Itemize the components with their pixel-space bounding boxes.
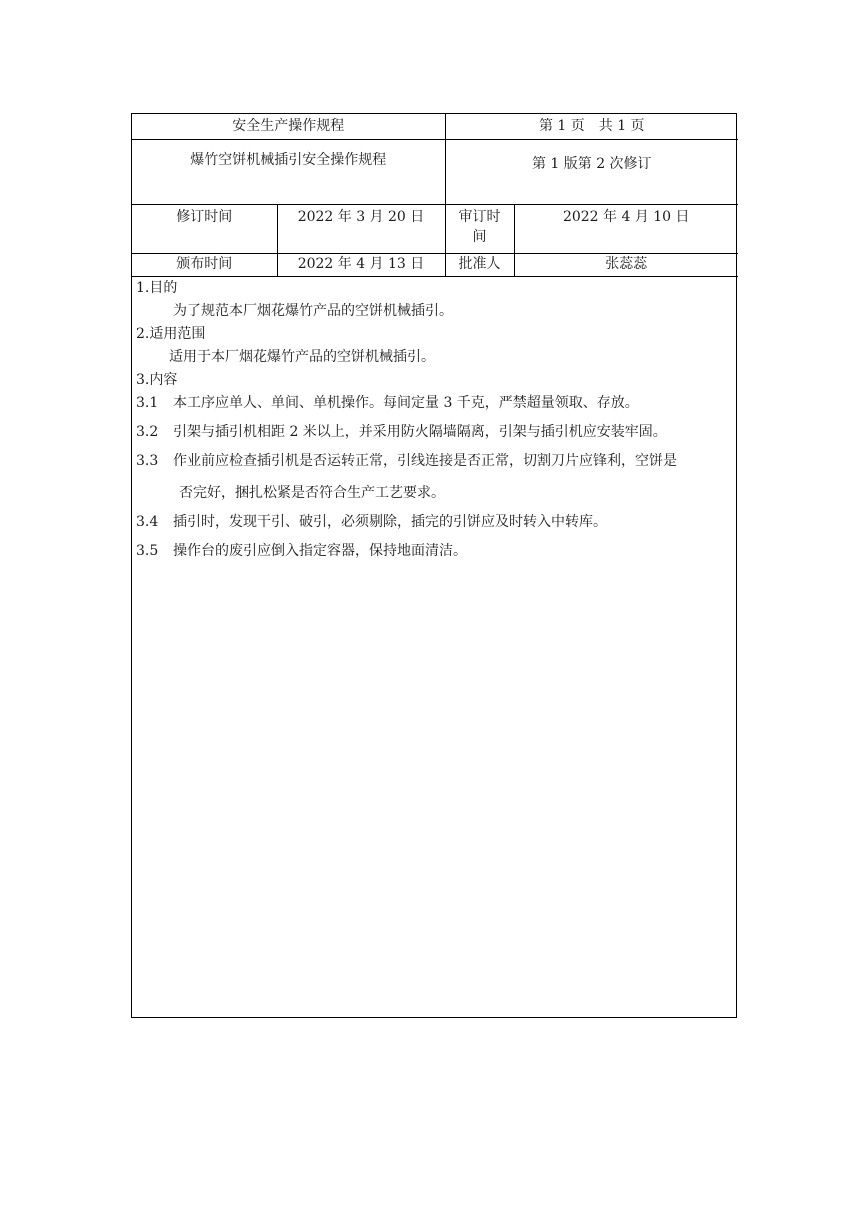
content-item-3-1 xyxy=(136,392,732,415)
header-row-3 xyxy=(132,205,738,254)
item-number: 3.5 xyxy=(136,543,159,559)
item-text: 插引时，发现干引、破引，必须剔除，插完的引饼应及时转入中转库。 xyxy=(173,514,607,530)
review-time-label xyxy=(445,205,514,254)
document-body xyxy=(132,277,736,563)
item-number: 3.4 xyxy=(136,514,159,530)
content-item-3-2 xyxy=(136,421,732,444)
document-header-table xyxy=(132,114,738,277)
section-2-heading: 2.适用范围 xyxy=(136,326,206,342)
item-text: 作业前应检查插引机是否运转正常，引线连接是否正常，切割刀片应锋利，空饼是 xyxy=(173,453,677,469)
review-time-value: 2022 年 4 月 10 日 xyxy=(514,205,738,254)
header-row-2 xyxy=(132,140,738,205)
content-item-3-4 xyxy=(136,511,732,534)
version-info: 第 1 版第 2 次修订 xyxy=(445,140,738,205)
review-label-line-2: 间 xyxy=(472,229,487,245)
content-item-3-3 xyxy=(136,450,732,473)
item-number: 3.2 xyxy=(136,424,159,440)
item-number: 3.1 xyxy=(136,395,159,411)
header-row-4 xyxy=(132,254,738,277)
issue-time-value: 2022 年 4 月 13 日 xyxy=(277,254,445,277)
review-label-line-1: 审订时 xyxy=(458,209,501,225)
section-1-heading: 1.目的 xyxy=(136,280,178,296)
revise-time-label: 修订时间 xyxy=(132,205,277,254)
issue-time-label: 颁布时间 xyxy=(132,254,277,277)
doc-type: 安全生产操作规程 xyxy=(132,114,445,140)
content-item-3-5 xyxy=(136,540,732,563)
header-row-1 xyxy=(132,114,738,140)
approver-label: 批准人 xyxy=(445,254,514,277)
section-3-heading: 3.内容 xyxy=(136,372,178,388)
revise-time-value: 2022 年 3 月 20 日 xyxy=(277,205,445,254)
approver-name: 张蕊蕊 xyxy=(514,254,738,277)
item-text: 引架与插引机相距 2 米以上，并采用防火隔墙隔离，引架与插引机应安装牢固。 xyxy=(173,424,667,440)
procedure-document xyxy=(131,113,737,1018)
section-2-text: 适用于本厂烟花爆竹产品的空饼机械插引。 xyxy=(169,349,435,365)
item-text: 本工序应单人、单间、单机操作。每间定量 3 千克，严禁超量领取、存放。 xyxy=(173,395,639,411)
doc-title: 爆竹空饼机械插引安全操作规程 xyxy=(132,140,445,205)
item-text: 操作台的废引应倒入指定容器，保持地面清洁。 xyxy=(173,543,467,559)
content-item-3-3-continued: 否完好，捆扎松紧是否符合生产工艺要求。 xyxy=(179,485,445,501)
page-info: 第 1 页 共 1 页 xyxy=(445,114,738,140)
section-1-text: 为了规范本厂烟花爆竹产品的空饼机械插引。 xyxy=(173,303,453,319)
item-number: 3.3 xyxy=(136,453,159,469)
